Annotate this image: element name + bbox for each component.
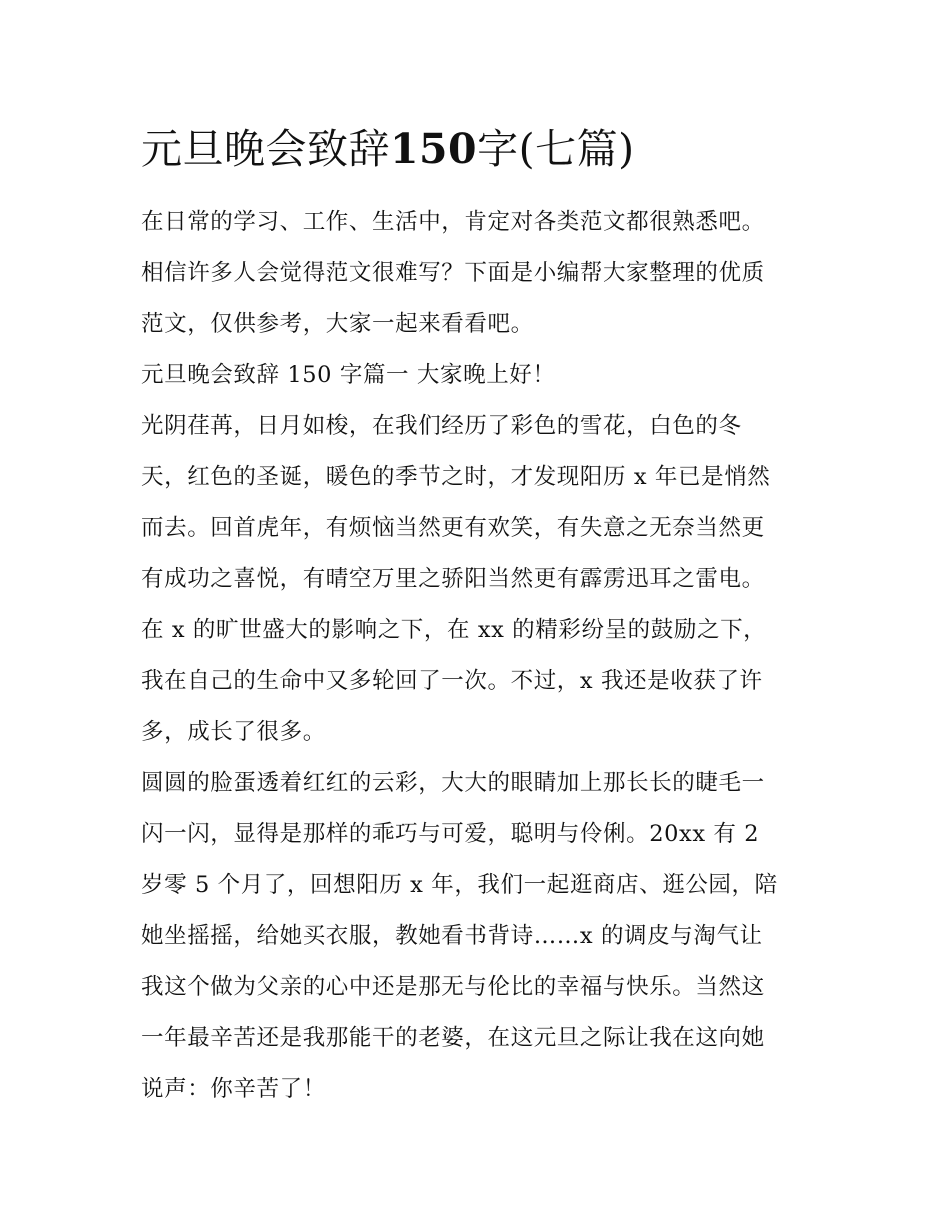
text-line: 说声：你辛苦了！ [141, 1076, 326, 1102]
text-line: 元旦晚会致辞 150 字篇一 大家晚上好！ [141, 362, 556, 388]
text-line: 天，红色的圣诞，暖色的季节之时，才发现阳历 x 年已是悄然 [141, 464, 771, 490]
text-line: 多，成长了很多。 [141, 719, 326, 745]
text-line: 有成功之喜悦，有晴空万里之骄阳当然更有霹雳迅耳之雷电。 [141, 566, 765, 592]
text-line: 光阴荏苒，日月如梭，在我们经历了彩色的雪花，白色的冬 [141, 413, 742, 439]
text-line: 相信许多人会觉得范文很难写？下面是小编帮大家整理的优质 [141, 260, 765, 286]
text-line: 我在自己的生命中又多轮回了一次。不过，x 我还是收获了许 [141, 668, 763, 694]
text-line: 圆圆的脸蛋透着红红的云彩，大大的眼睛加上那长长的睫毛一 [141, 770, 765, 796]
section-heading-paragraph [141, 350, 821, 401]
title-number: 150 [390, 125, 478, 173]
text-line: 一年最辛苦还是我那能干的老婆，在这元旦之际让我在这向她 [141, 1025, 765, 1051]
document-title [141, 118, 821, 180]
text-line: 在日常的学习、工作、生活中，肯定对各类范文都很熟悉吧。 [141, 209, 765, 235]
text-line: 在 x 的旷世盛大的影响之下，在 xx 的精彩纷呈的鼓励之下， [141, 617, 767, 643]
text-line: 我这个做为父亲的心中还是那无与伦比的幸福与快乐。当然这 [141, 974, 765, 1000]
text-line: 范文，仅供参考，大家一起来看看吧。 [141, 311, 534, 337]
body-paragraph-2 [141, 758, 821, 1115]
text-line: 而去。回首虎年，有烦恼当然更有欢笑，有失意之无奈当然更 [141, 515, 765, 541]
body-paragraph-1 [141, 401, 821, 758]
text-line: 岁零 5 个月了，回想阳历 x 年，我们一起逛商店、逛公园，陪 [141, 872, 778, 898]
title-suffix: 字(七篇) [477, 125, 635, 173]
document-body [141, 118, 821, 1115]
text-line: 闪一闪，显得是那样的乖巧与可爱，聪明与伶俐。20xx 有 2 [141, 821, 760, 847]
intro-paragraph [141, 197, 821, 350]
title-prefix: 元旦晚会致辞 [141, 125, 390, 173]
text-line: 她坐摇摇，给她买衣服，教她看书背诗……x 的调皮与淘气让 [141, 923, 763, 949]
